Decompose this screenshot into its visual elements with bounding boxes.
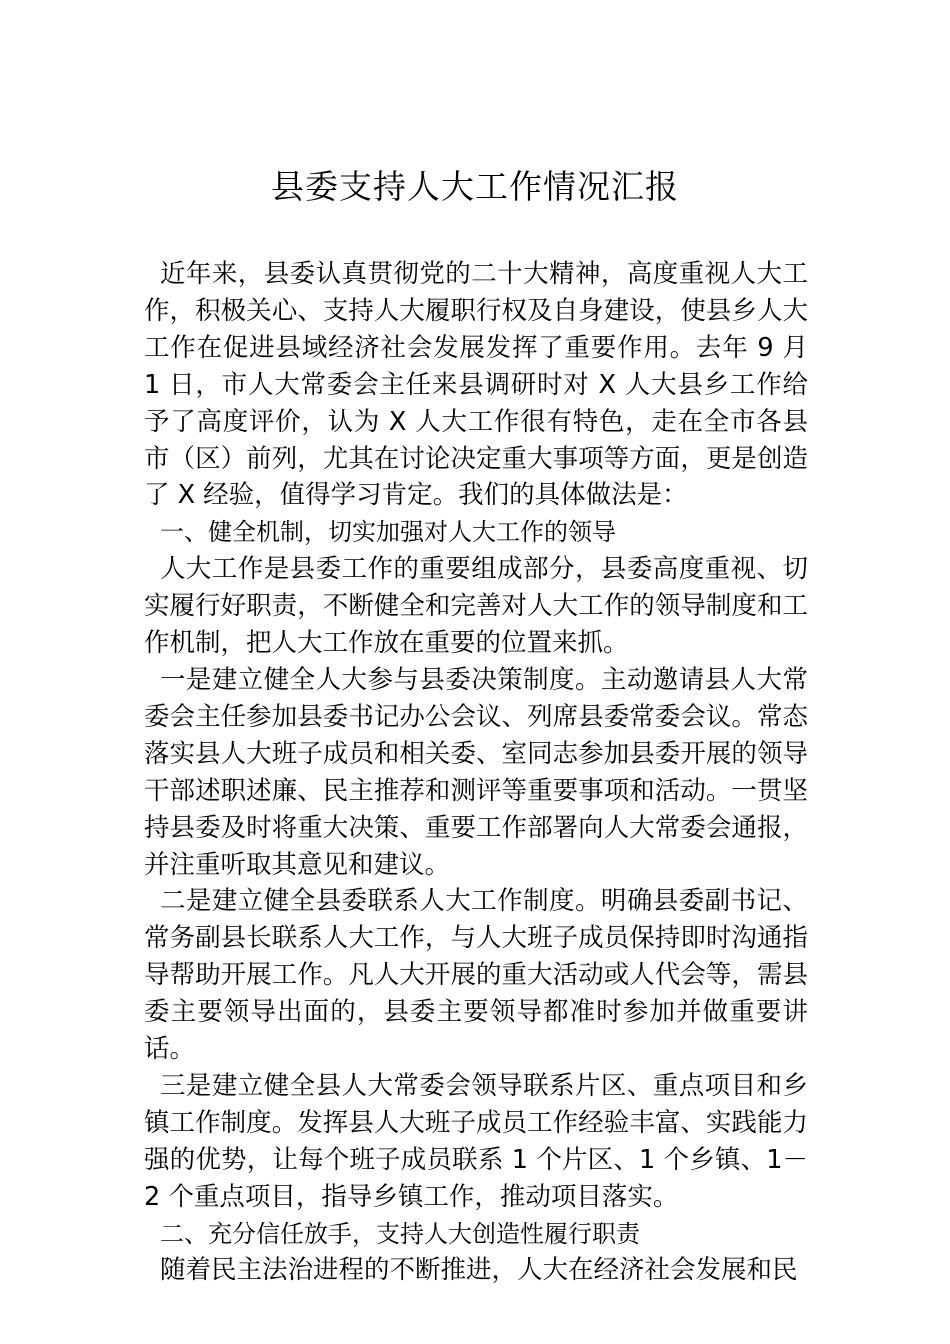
item-1-paragraph: 一是建立健全人大参与县委决策制度。主动邀请县人大常委会主任参加县委书记办公会议、列席县委常委会议。常态落实县人大班子成员和相关委、室同志参加县委开展的领导干部述职述廉、民主推荐和测评等重要事项和活动。一贯坚持县委及时将重大决策、重要工作部署向人大常委会通报，并注重听取其意见和建议。 <box>144 664 808 880</box>
intro-paragraph: 近年来，县委认真贯彻党的二十大精神，高度重视人大工作，积极关心、支持人大履职行权及自身建设，使县乡人大工作在促进县域经济社会发展发挥了重要作用。去年 9 月 1 日，市人大常委会主任来县调研时对 X 人大县乡工作给予了高度评价，认为 X 人大工作很有特色，走在全市各县市（区）前列，尤其在讨论决定重大事项等方面，更是创造了 X 经验，值得学习肯定。我们的具体做法是： <box>144 259 808 511</box>
section-1-paragraph: 人大工作是县委工作的重要组成部分，县委高度重视、切实履行好职责，不断健全和完善对人大工作的领导制度和工作机制，把人大工作放在重要的位置来抓。 <box>144 554 808 659</box>
section-heading-2: 二、充分信任放手，支持人大创造性履行职责 <box>160 1219 640 1248</box>
document-body <box>144 256 808 1289</box>
document-title: 县委支持人大工作情况汇报 <box>271 167 679 206</box>
item-2-paragraph: 二是建立健全县委联系人大工作制度。明确县委副书记、常务副县长联系人大工作，与人大班子成员保持即时沟通指导帮助开展工作。凡人大开展的重大活动或人代会等，需县委主要领导出面的，县委主要领导都准时参加并做重要讲话。 <box>144 886 808 1065</box>
section-2-paragraph: 随着民主法治进程的不断推进，人大在经济社会发展和民 <box>160 1255 798 1286</box>
section-heading-1: 一、健全机制，切实加强对人大工作的领导 <box>160 518 616 547</box>
item-3-paragraph: 三是建立健全县人大常委会领导联系片区、重点项目和乡镇工作制度。发挥县人大班子成员工作经验丰富、实践能力强的优势，让每个班子成员联系 1 个片区、1 个乡镇、1－2 个重点项目，指导乡镇工作，推动项目落实。 <box>144 1070 808 1212</box>
